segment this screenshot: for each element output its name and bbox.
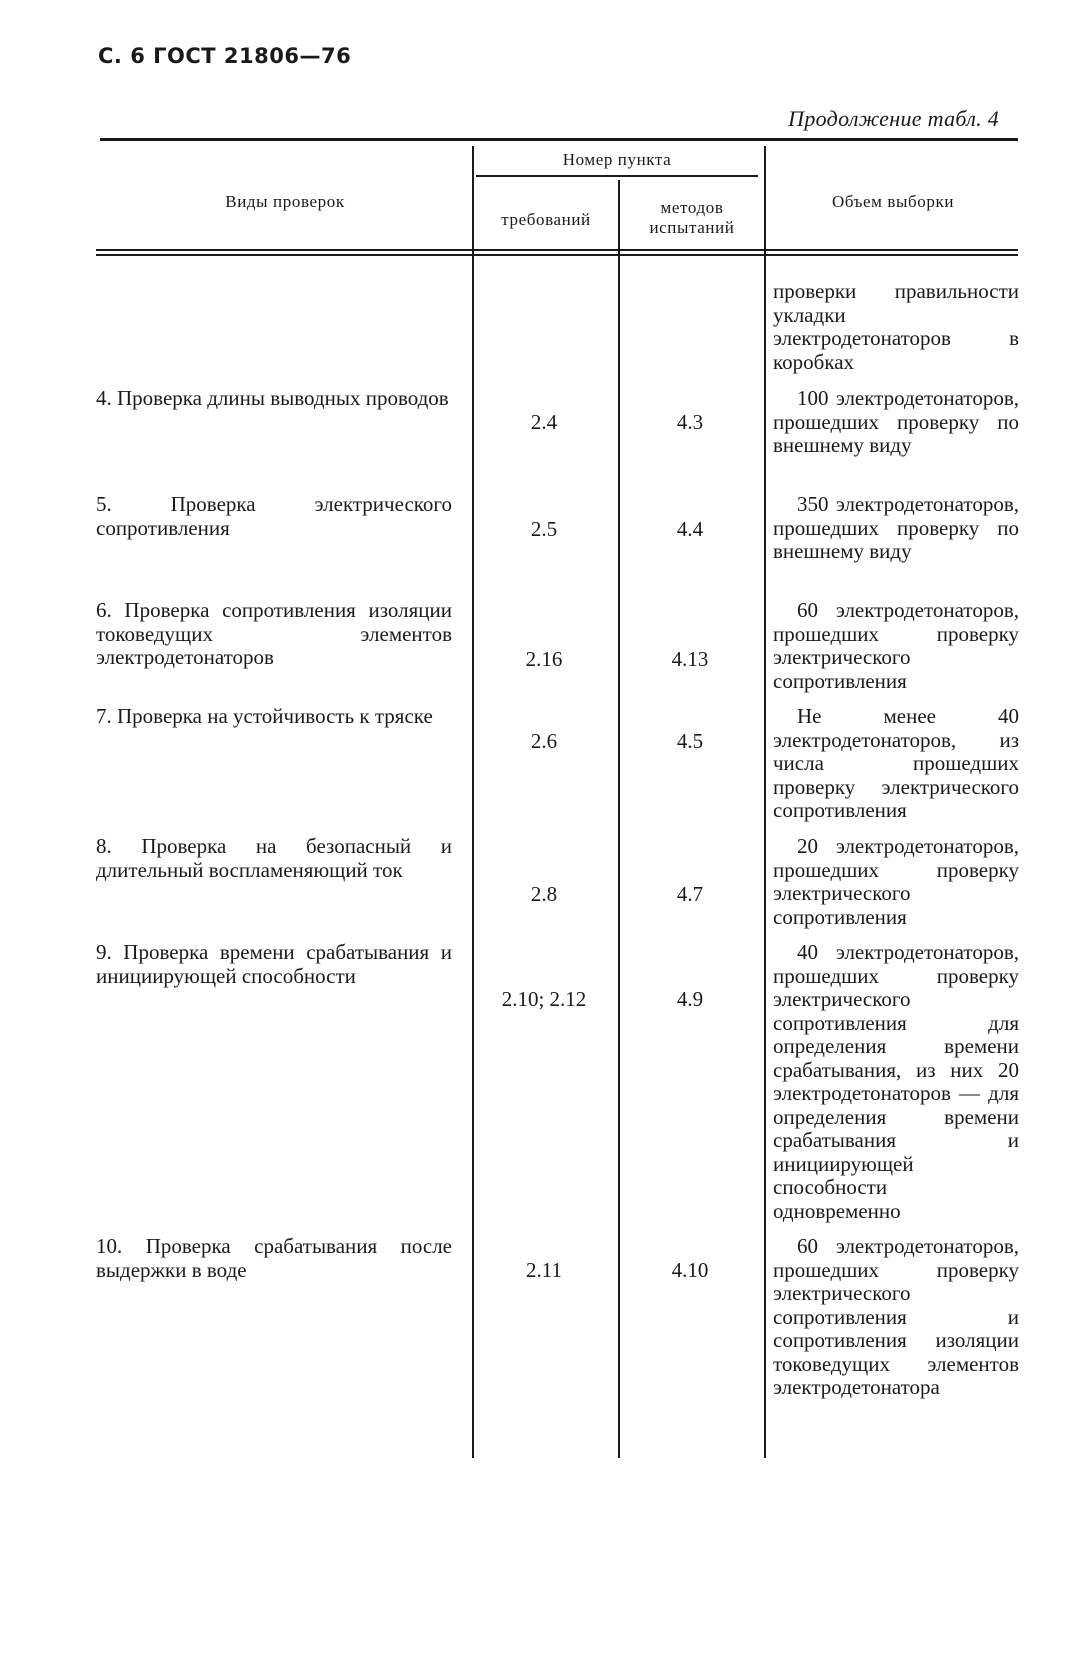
column-divider-3 bbox=[764, 146, 766, 1458]
table-row-methods: 4.3 bbox=[676, 410, 704, 434]
table-row-sample: 60 электродетонаторов, прошедших проверку электрического сопротивления bbox=[773, 598, 1019, 693]
table-row-methods: 4.7 bbox=[676, 882, 704, 906]
table-row-sample: Не менее 40 электродетонаторов, из числа прошедших проверку электрического сопротивления bbox=[773, 704, 1019, 822]
table-row-check-name: 6. Проверка сопротивления изоляции токоведущих элементов электродетонаторов bbox=[96, 598, 452, 669]
table-row-sample: 20 электродетонаторов, прошедших проверку электрического сопротивления bbox=[773, 834, 1019, 929]
table-row-check-name: 9. Проверка времени срабатывания и инициирующей способности bbox=[96, 940, 452, 988]
table-row-sample: проверки правильности укладки электродетонаторов в коробках bbox=[773, 279, 1019, 374]
table-row-sample: 40 электродетонаторов, прошедших проверку электрического сопротивления для определения времени срабатывания, из них 20 электродетонаторов — для определения времени срабатывания и инициирующей способности одновременно bbox=[773, 940, 1019, 1223]
table-row-methods: 4.10 bbox=[671, 1258, 709, 1282]
table-continuation-label: Продолжение табл. 4 bbox=[788, 106, 999, 131]
header-methods bbox=[622, 198, 762, 238]
header-requirements: требований bbox=[501, 210, 591, 229]
table-row-requirements: 2.4 bbox=[530, 410, 558, 434]
table-row-sample: 350 электродетонаторов, прошедших проверку по внешнему виду bbox=[773, 492, 1019, 563]
table-row-requirements: 2.5 bbox=[530, 517, 558, 541]
table-row-methods: 4.13 bbox=[671, 647, 709, 671]
table-row-sample: 100 электродетонаторов, прошедших проверку по внешнему виду bbox=[773, 386, 1019, 457]
header-subdivider bbox=[476, 175, 758, 177]
table-row-check-name: 10. Проверка срабатывания после выдержки в воде bbox=[96, 1234, 452, 1282]
table-row-methods: 4.4 bbox=[676, 517, 704, 541]
header-methods-line2: испытаний bbox=[649, 218, 735, 237]
table-row-requirements: 2.16 bbox=[525, 647, 563, 671]
header-methods-line1: методов bbox=[660, 198, 724, 217]
table-row-check-name: 4. Проверка длины выводных проводов bbox=[96, 386, 449, 410]
header-item-number: Номер пункта bbox=[562, 150, 672, 169]
header-bottom-rule-1 bbox=[96, 249, 1018, 251]
table-row-requirements: 2.11 bbox=[526, 1258, 562, 1282]
header-sample-size: Объем выборки bbox=[831, 192, 955, 211]
table-row-requirements: 2.10; 2.12 bbox=[501, 987, 587, 1011]
header-bottom-rule-2 bbox=[96, 254, 1018, 256]
table-row-check-name: 5. Проверка электрического сопротивления bbox=[96, 492, 452, 540]
header-check-types: Виды проверок bbox=[225, 192, 345, 211]
page-header: С. 6 ГОСТ 21806—76 bbox=[98, 44, 352, 68]
table-row-check-name: 7. Проверка на устойчивость к тряске bbox=[96, 704, 433, 728]
table-top-rule bbox=[100, 138, 1018, 141]
table-row-sample: 60 электродетонаторов, прошедших проверку электрического сопротивления и сопротивления изоляции токоведущих элементов электродетонатора bbox=[773, 1234, 1019, 1399]
table-row-methods: 4.5 bbox=[676, 729, 704, 753]
table-row-check-name: 8. Проверка на безопасный и длительный воспламеняющий ток bbox=[96, 834, 452, 882]
table-row-requirements: 2.8 bbox=[530, 882, 558, 906]
table-row-methods: 4.9 bbox=[676, 987, 704, 1011]
table-row-requirements: 2.6 bbox=[530, 729, 558, 753]
